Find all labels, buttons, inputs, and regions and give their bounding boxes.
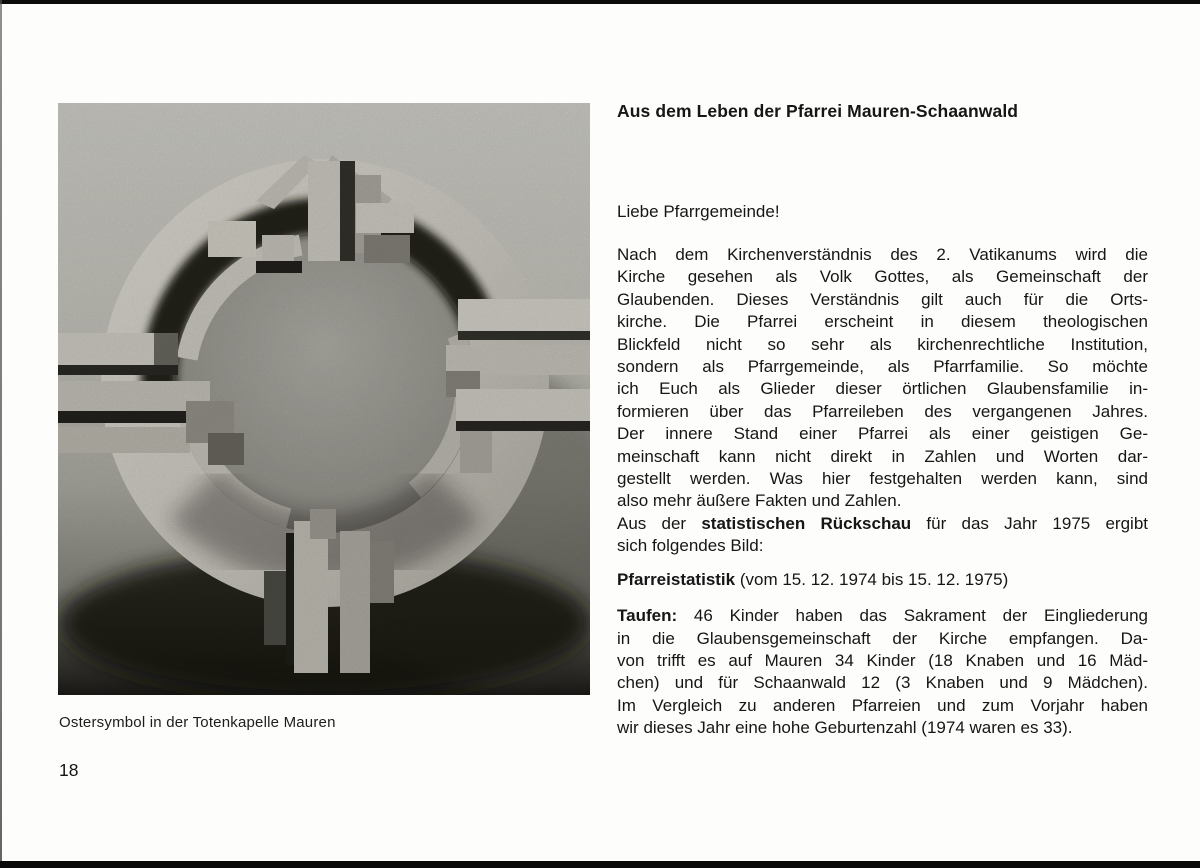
photo-caption: Ostersymbol in der Totenkapelle Mauren	[59, 714, 336, 731]
text-segment: (vom 15. 12. 1974 bis 15. 12. 1975)	[735, 569, 1009, 589]
text-line: in die Glaubensgemeinschaft der Kirche empfangen. Da-	[617, 628, 1148, 648]
text-segment: Aus der	[617, 513, 702, 533]
salutation: Liebe Pfarrgemeinde!	[617, 202, 780, 221]
text-line: Blickfeld nicht so sehr als kirchenrechtliche Institution,	[617, 334, 1148, 354]
text-line: Im Vergleich zu anderen Pfarreien und zum Vorjahr haben	[617, 695, 1148, 715]
scan-edge-left	[0, 0, 2, 868]
article-title: Aus dem Leben der Pfarrei Mauren-Schaanwald	[617, 101, 1019, 121]
text-line: also mehr äußere Fakten und Zahlen.	[617, 491, 902, 511]
text-line: Glaubenden. Dieses Verständnis gilt auch für die Orts-	[617, 289, 1148, 309]
text-line: ich Euch als Glieder dieser örtlichen Glaubensfamilie in-	[617, 379, 1148, 399]
text-line: von trifft es auf Mauren 34 Kinder (18 Knaben und 16 Mäd-	[617, 650, 1148, 670]
text-line: formieren über das Pfarreileben des vergangenen Jahres.	[617, 401, 1148, 421]
scan-edge-bottom	[0, 861, 1200, 868]
text-segment: für das Jahr 1975 ergibt	[911, 513, 1148, 533]
article-column	[617, 100, 1148, 740]
text-line: wir dieses Jahr eine hohe Geburtenzahl (1974 waren es 33).	[617, 718, 1073, 738]
text-segment: 46 Kinder haben das Sakrament der Eingliederung	[677, 606, 1148, 626]
taufen-paragraph	[617, 605, 1148, 739]
text-line-taufen	[617, 605, 1148, 627]
text-line: sondern als Pfarrgemeinde, als Pfarrfamilie. So möchte	[617, 357, 1148, 377]
easter-symbol-photo-art	[58, 103, 590, 695]
statistik-heading	[617, 569, 1148, 591]
scan-edge-top	[0, 0, 1200, 4]
text-line: meinschaft kann nicht direkt in Zahlen und Worten dar-	[617, 446, 1148, 466]
text-line-rueckschau	[617, 513, 1148, 535]
text-line: Kirche gesehen als Volk Gottes, als Gemeinschaft der	[617, 267, 1148, 287]
text-line: gestellt werden. Was hier festgehalten werden kann, sind	[617, 469, 1148, 489]
intro-paragraph	[617, 244, 1148, 558]
text-line: Der innere Stand einer Pfarrei als einer geistigen Ge-	[617, 424, 1148, 444]
easter-symbol-photo	[58, 103, 590, 695]
text-line: Nach dem Kirchenverständnis des 2. Vatikanums wird die	[617, 245, 1148, 264]
text-line: chen) und für Schaanwald 12 (3 Knaben und 9 Mädchen).	[617, 673, 1148, 693]
bold-segment: Pfarreistatistik	[617, 569, 736, 589]
text-line: sich folgendes Bild:	[617, 536, 764, 556]
bold-segment: statistischen Rückschau	[701, 513, 912, 533]
page-number: 18	[59, 760, 79, 780]
text-line: kirche. Die Pfarrei erscheint in diesem theologischen	[617, 312, 1148, 332]
bold-segment: Taufen:	[617, 606, 678, 626]
